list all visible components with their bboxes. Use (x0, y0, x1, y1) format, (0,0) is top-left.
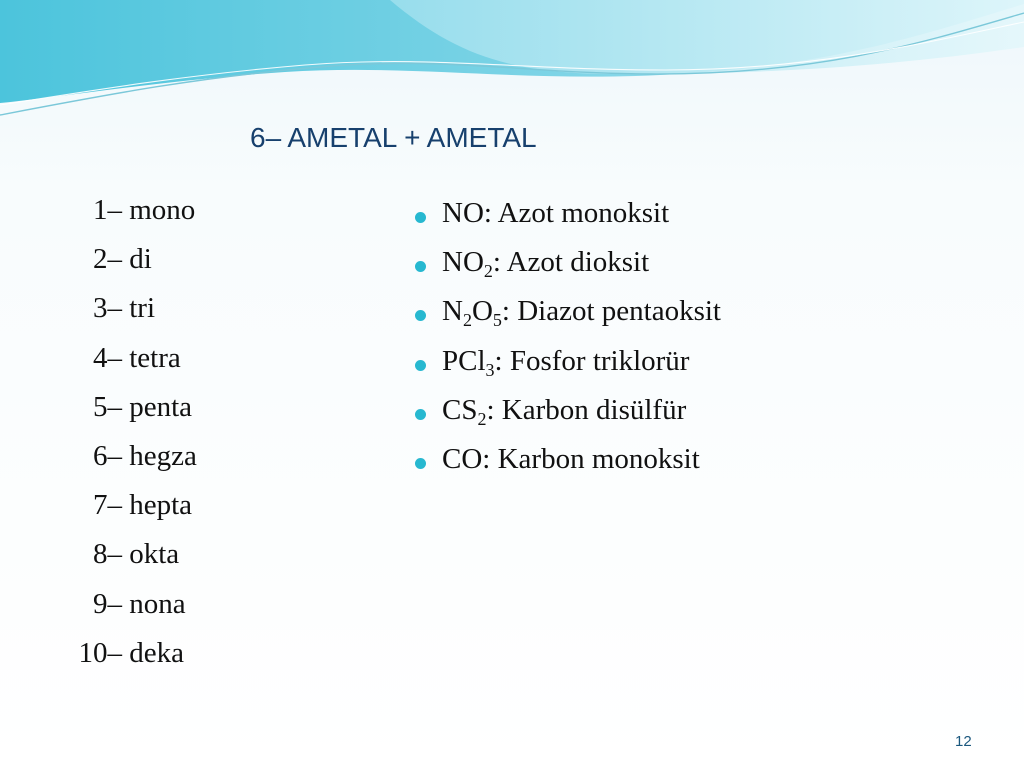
compound-formula (442, 197, 484, 229)
prefix-number: 6– (93, 439, 122, 472)
formula-part: CO (442, 442, 483, 475)
top-wave-decoration (0, 0, 1024, 130)
compound-name: : Azot dioksit (492, 246, 650, 279)
formula-part: NO (442, 197, 484, 229)
prefix-name: hegza (129, 439, 197, 472)
prefix-name: okta (129, 538, 180, 571)
compound-item (410, 197, 950, 246)
prefix-item (70, 243, 330, 292)
prefix-number: 10– (78, 636, 122, 669)
prefix-number: 9– (93, 587, 122, 620)
prefix-name: tri (129, 292, 156, 325)
prefix-name: di (129, 243, 152, 276)
compound-name: : Karbon monoksit (482, 442, 700, 475)
formula-part: NO (442, 246, 484, 279)
prefix-number: 1– (93, 194, 122, 226)
prefix-item (70, 588, 330, 637)
bullet-icon (415, 458, 426, 469)
bullet-icon (415, 310, 426, 321)
prefix-number: 4– (93, 341, 122, 374)
prefix-item (70, 538, 330, 587)
compound-name: : Karbon disülfür (486, 393, 687, 426)
formula-subscript: 2 (462, 310, 472, 331)
compound-name: : Fosfor triklorür (494, 344, 690, 377)
formula-subscript: 5 (492, 310, 502, 331)
slide-title: 6– AMETAL + AMETAL (250, 122, 537, 153)
prefix-number: 8– (93, 538, 122, 571)
prefix-name: mono (129, 194, 196, 226)
bullet-icon (415, 409, 426, 420)
formula-part: PCl (442, 344, 486, 377)
formula-subscript: 2 (483, 261, 493, 282)
compound-formula (442, 443, 482, 475)
prefix-item (70, 194, 330, 243)
prefix-name: hepta (129, 489, 193, 522)
prefix-number: 5– (93, 390, 122, 423)
prefix-item (70, 391, 330, 440)
prefix-item (70, 637, 330, 686)
prefix-number: 2– (93, 243, 122, 276)
prefix-name: tetra (129, 341, 181, 374)
prefix-number: 3– (93, 292, 122, 325)
compound-item (410, 345, 950, 394)
prefix-item (70, 342, 330, 391)
prefix-item (70, 292, 330, 341)
bullet-icon (415, 212, 426, 223)
prefix-list (70, 194, 330, 686)
compound-formula (442, 246, 493, 282)
page-number: 12 (955, 733, 972, 750)
compound-name: : Diazot pentaoksit (501, 295, 721, 328)
formula-part: O (471, 295, 493, 328)
formula-subscript: 3 (485, 359, 495, 380)
compound-item (410, 295, 950, 344)
compound-formula (442, 393, 487, 429)
formula-part: CS (442, 393, 478, 426)
compound-item (410, 443, 950, 492)
compound-formula (442, 295, 502, 331)
prefix-name: nona (129, 587, 186, 620)
prefix-item (70, 440, 330, 489)
compound-formula (442, 344, 495, 380)
prefix-name: deka (129, 636, 184, 669)
prefix-number: 7– (93, 489, 122, 522)
compound-name: : Azot monoksit (483, 197, 670, 229)
formula-part: N (442, 295, 463, 328)
compound-list (410, 197, 950, 492)
compound-item (410, 246, 950, 295)
compound-item (410, 394, 950, 443)
bullet-icon (415, 261, 426, 272)
formula-subscript: 2 (477, 408, 487, 429)
bullet-icon (415, 360, 426, 371)
prefix-item (70, 489, 330, 538)
prefix-name: penta (129, 390, 193, 423)
